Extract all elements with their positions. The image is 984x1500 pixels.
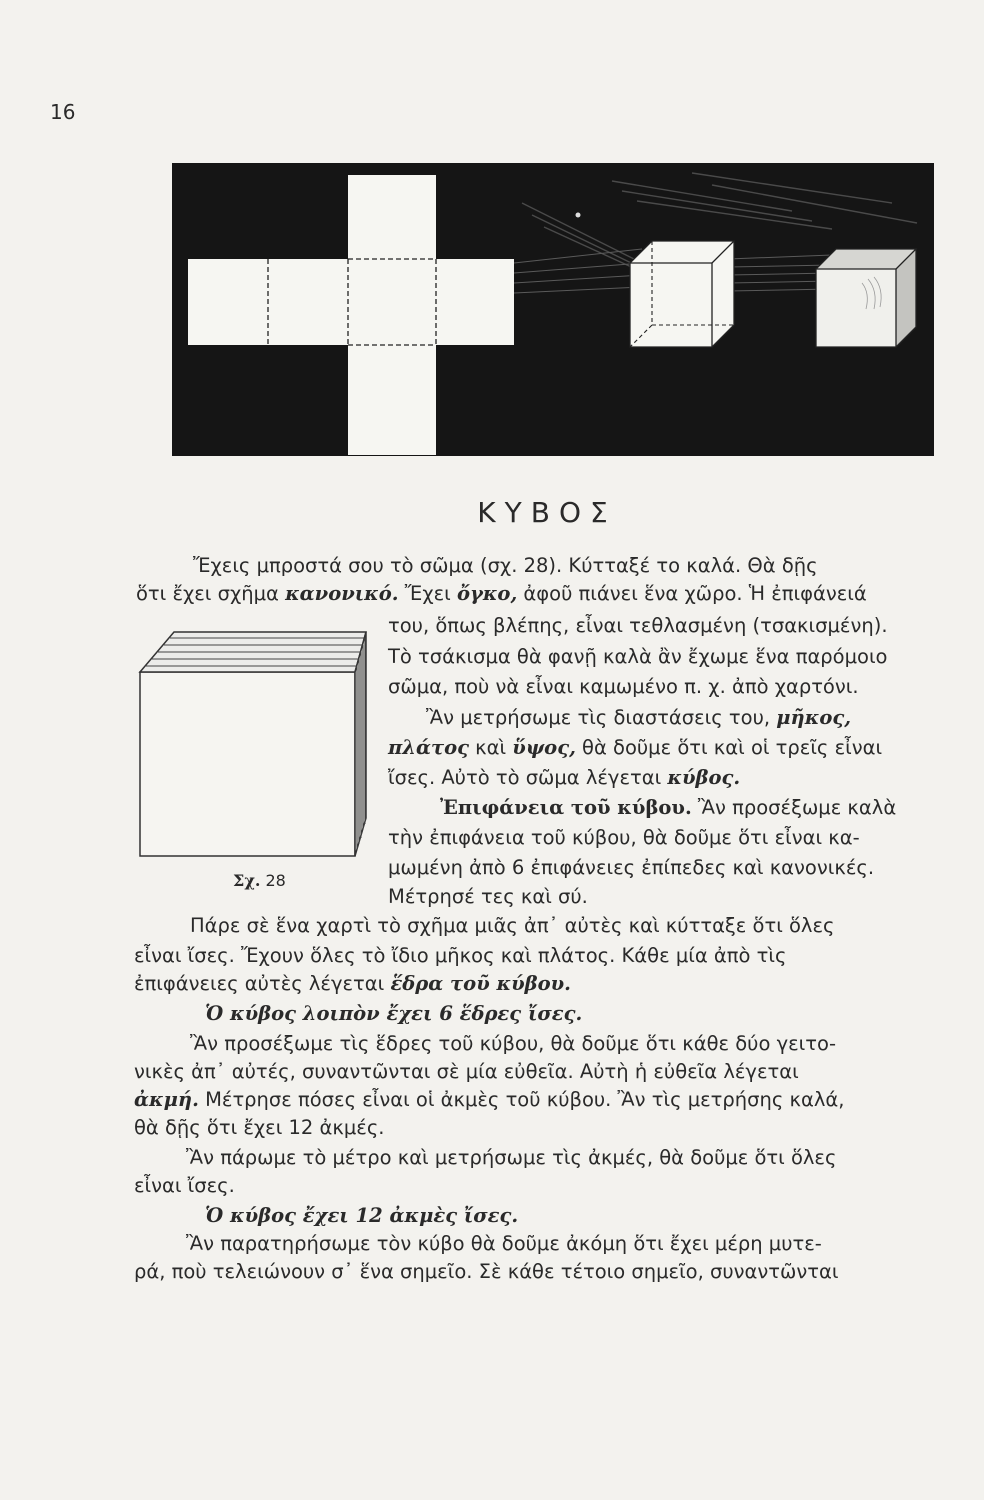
text-line-20: θὰ δῇς ὅτι ἔχει 12 ἀκμές. bbox=[134, 1116, 385, 1139]
page-number: 16 bbox=[50, 100, 76, 124]
text-line-17: Ἂν προσέξωμε τὶς ἕδρες τοῦ κύβου, θὰ δοῦμε ὅτι κάθε δύο γειτο- bbox=[190, 1032, 836, 1055]
text-line-24: Ἂν παρατηρήσωμε τὸν κύβο θὰ δοῦμε ἀκόμη ὅτι ἔχει μέρη μυτε- bbox=[186, 1232, 822, 1255]
cube-net-figure bbox=[172, 163, 934, 456]
text-line-10: τὴν ἐπιφάνεια τοῦ κύβου, θὰ δοῦμε ὅτι εἶναι κα- bbox=[388, 826, 860, 849]
cube-net bbox=[188, 175, 514, 455]
text-line-7: πλάτος καὶ ὕψος, θὰ δοῦμε ὅτι καὶ οἱ τρεῖς εἶναι bbox=[388, 736, 883, 759]
text-line-2: ὅτι ἔχει σχῆμα κανονικό. Ἔχει ὄγκο, ἀφοῦ πιάνει ἕνα χῶρο. Ἡ ἐπιφάνειά bbox=[136, 582, 867, 605]
text-line-3: του, ὅπως βλέπης, εἶναι τεθλασμένη (τσακισμένη). bbox=[388, 614, 888, 637]
text-line-13: Πάρε σὲ ἕνα χαρτὶ τὸ σχῆμα μιᾶς ἀπ᾿ αὐτὲς καὶ κύτταξε ὅτι ὅλες bbox=[190, 914, 835, 937]
text-line-8: ἴσες. Αὐτὸ τὸ σῶμα λέγεται κύβος. bbox=[388, 766, 741, 789]
cube-net-illustration bbox=[172, 163, 934, 456]
solid-cube bbox=[816, 249, 916, 347]
text-line-14: εἶναι ἴσες. Ἔχουν ὅλες τὸ ἴδιο μῆκος καὶ πλάτος. Κάθε μία ἀπὸ τὶς bbox=[134, 944, 787, 967]
figure-caption-label: Σχ. bbox=[233, 871, 261, 890]
text-line-4: Τὸ τσάκισμα θὰ φανῇ καλὰ ἂν ἔχωμε ἕνα παρόμοιο bbox=[388, 645, 888, 668]
text-line-12: Μέτρησέ τες καὶ σύ. bbox=[388, 885, 588, 908]
figure-caption-number: 28 bbox=[260, 871, 286, 890]
text-line-1: Ἔχεις μπροστά σου τὸ σῶμα (σχ. 28). Κύτταξέ το καλά. Θὰ δῇς bbox=[193, 554, 818, 577]
text-line-6: Ἂν μετρήσωμε τὶς διαστάσεις του, μῆκος, bbox=[426, 706, 852, 729]
figure-caption bbox=[233, 871, 286, 890]
text-line-21: Ἂν πάρωμε τὸ μέτρο καὶ μετρήσωμε τὶς ἀκμές, θὰ δοῦμε ὅτι ὅλες bbox=[186, 1146, 837, 1169]
wireframe-cube bbox=[630, 241, 734, 347]
text-line-25: ρά, ποὺ τελειώνουν σ᾿ ἕνα σημεῖο. Σὲ κάθε τέτοιο σημεῖο, συναντῶνται bbox=[134, 1260, 839, 1283]
text-line-11: μωμένη ἀπὸ 6 ἐπιφάνειες ἐπίπεδες καὶ κανονικές. bbox=[388, 856, 875, 879]
text-line-9: Ἐπιφάνεια τοῦ κύβου. Ἂν προσέξωμε καλὰ bbox=[440, 796, 897, 819]
text-line-23: Ὁ κύβος ἔχει 12 ἀκμὲς ἴσες. bbox=[205, 1204, 519, 1227]
section-title: ΚΥΒΟΣ bbox=[477, 496, 617, 529]
cube-book-illustration bbox=[130, 620, 370, 860]
text-line-22: εἶναι ἴσες. bbox=[134, 1174, 235, 1197]
text-line-18: νικὲς ἀπ᾿ αὐτές, συναντῶνται σὲ μία εὐθεῖα. Αὐτὴ ἡ εὐθεῖα λέγεται bbox=[134, 1060, 799, 1083]
text-line-19: ἀκμή. Μέτρησε πόσες εἶναι οἱ ἀκμὲς τοῦ κύβου. Ἂν τὶς μετρήσης καλά, bbox=[134, 1088, 845, 1111]
text-line-16: Ὁ κύβος λοιπὸν ἔχει 6 ἕδρες ἴσες. bbox=[205, 1002, 583, 1025]
text-line-5: σῶμα, ποὺ νὰ εἶναι καμωμένο π. χ. ἀπὸ χαρτόνι. bbox=[388, 675, 859, 698]
text-line-15: ἐπιφάνειες αὐτὲς λέγεται ἕδρα τοῦ κύβου. bbox=[134, 972, 571, 995]
